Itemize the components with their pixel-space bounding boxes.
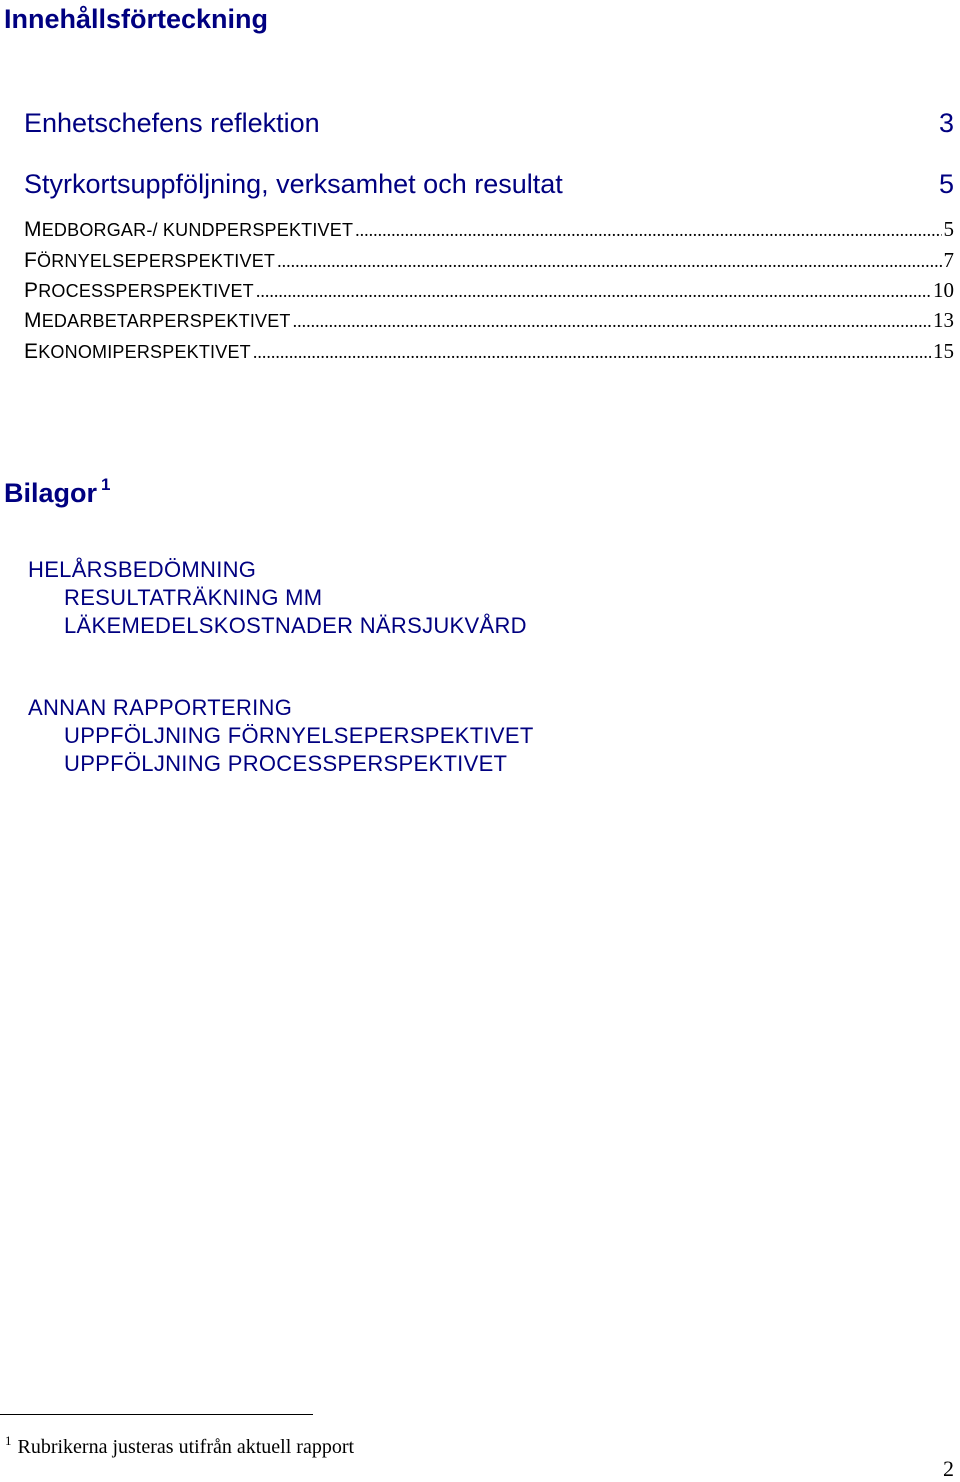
toc-subentry-page: 7 [943,248,954,272]
toc-subentry-page: 10 [933,278,954,302]
leader-dots [355,218,941,242]
toc-entry-page: 3 [938,108,954,138]
appendix-item: RESULTATRÄKNING MM [64,585,323,610]
toc-subentry-page: 13 [933,308,954,332]
toc-subentry-label: ÖRNYELSEPERSPEKTIVET [37,251,276,271]
page-number: 2 [943,1456,954,1481]
toc-subentry-process[interactable] [24,278,954,303]
toc-subentry-medborgar[interactable] [24,217,954,242]
appendix-heading [4,468,110,510]
footnote-marker: 1 [5,1433,12,1448]
toc-subentry-initial: E [24,340,39,363]
appendix-group-title: HELÅRSBEDÖMNING [28,557,257,582]
leader-dots [293,309,931,333]
toc-subentry-initial: M [24,218,42,241]
toc-entry-page: 5 [938,169,954,199]
toc-entry-label: Styrkortsuppföljning, verksamhet och resultat [24,169,563,199]
toc-entry-reflection[interactable] [24,106,954,140]
toc-subentry-ekonomi[interactable] [24,339,954,364]
toc-subentry-medarbetar[interactable] [24,308,954,333]
footnote-reference[interactable]: 1 [101,475,111,494]
appendix-item: UPPFÖLJNING PROCESSPERSPEKTIVET [64,751,508,776]
toc-subentry-label: KONOMIPERSPEKTIVET [38,342,251,362]
toc-entry-label: Enhetschefens reflektion [24,108,320,138]
document-title: Innehållsförteckning [4,4,269,34]
leader-dots [277,249,941,273]
footnote [5,1428,354,1460]
appendix-group-title: ANNAN RAPPORTERING [28,695,293,720]
footnote-text: Rubrikerna justeras utifrån aktuell rapport [17,1436,355,1458]
toc-subentry-label: EDBORGAR-/ KUNDPERSPEKTIVET [41,220,354,240]
toc-subentry-initial: F [24,249,38,272]
leader-dots [256,279,931,303]
toc-subentry-initial: M [24,309,42,332]
toc-subentry-page: 5 [943,217,954,241]
appendix-heading-text: Bilagor [4,478,98,508]
toc-subentry-label: ROCESSPERSPEKTIVET [38,281,254,301]
appendix-item: LÄKEMEDELSKOSTNADER NÄRSJUKVÅRD [64,613,527,638]
toc-subentry-fornyelse[interactable] [24,248,954,273]
toc-subentry-label: EDARBETARPERSPEKTIVET [41,311,291,331]
leader-dots [253,340,931,364]
toc-subentry-page: 15 [933,339,954,363]
appendix-item: UPPFÖLJNING FÖRNYELSEPERSPEKTIVET [64,723,534,748]
toc-subentry-initial: P [24,279,39,302]
footnote-separator [0,1414,313,1415]
toc-entry-scorecard[interactable] [24,167,954,201]
